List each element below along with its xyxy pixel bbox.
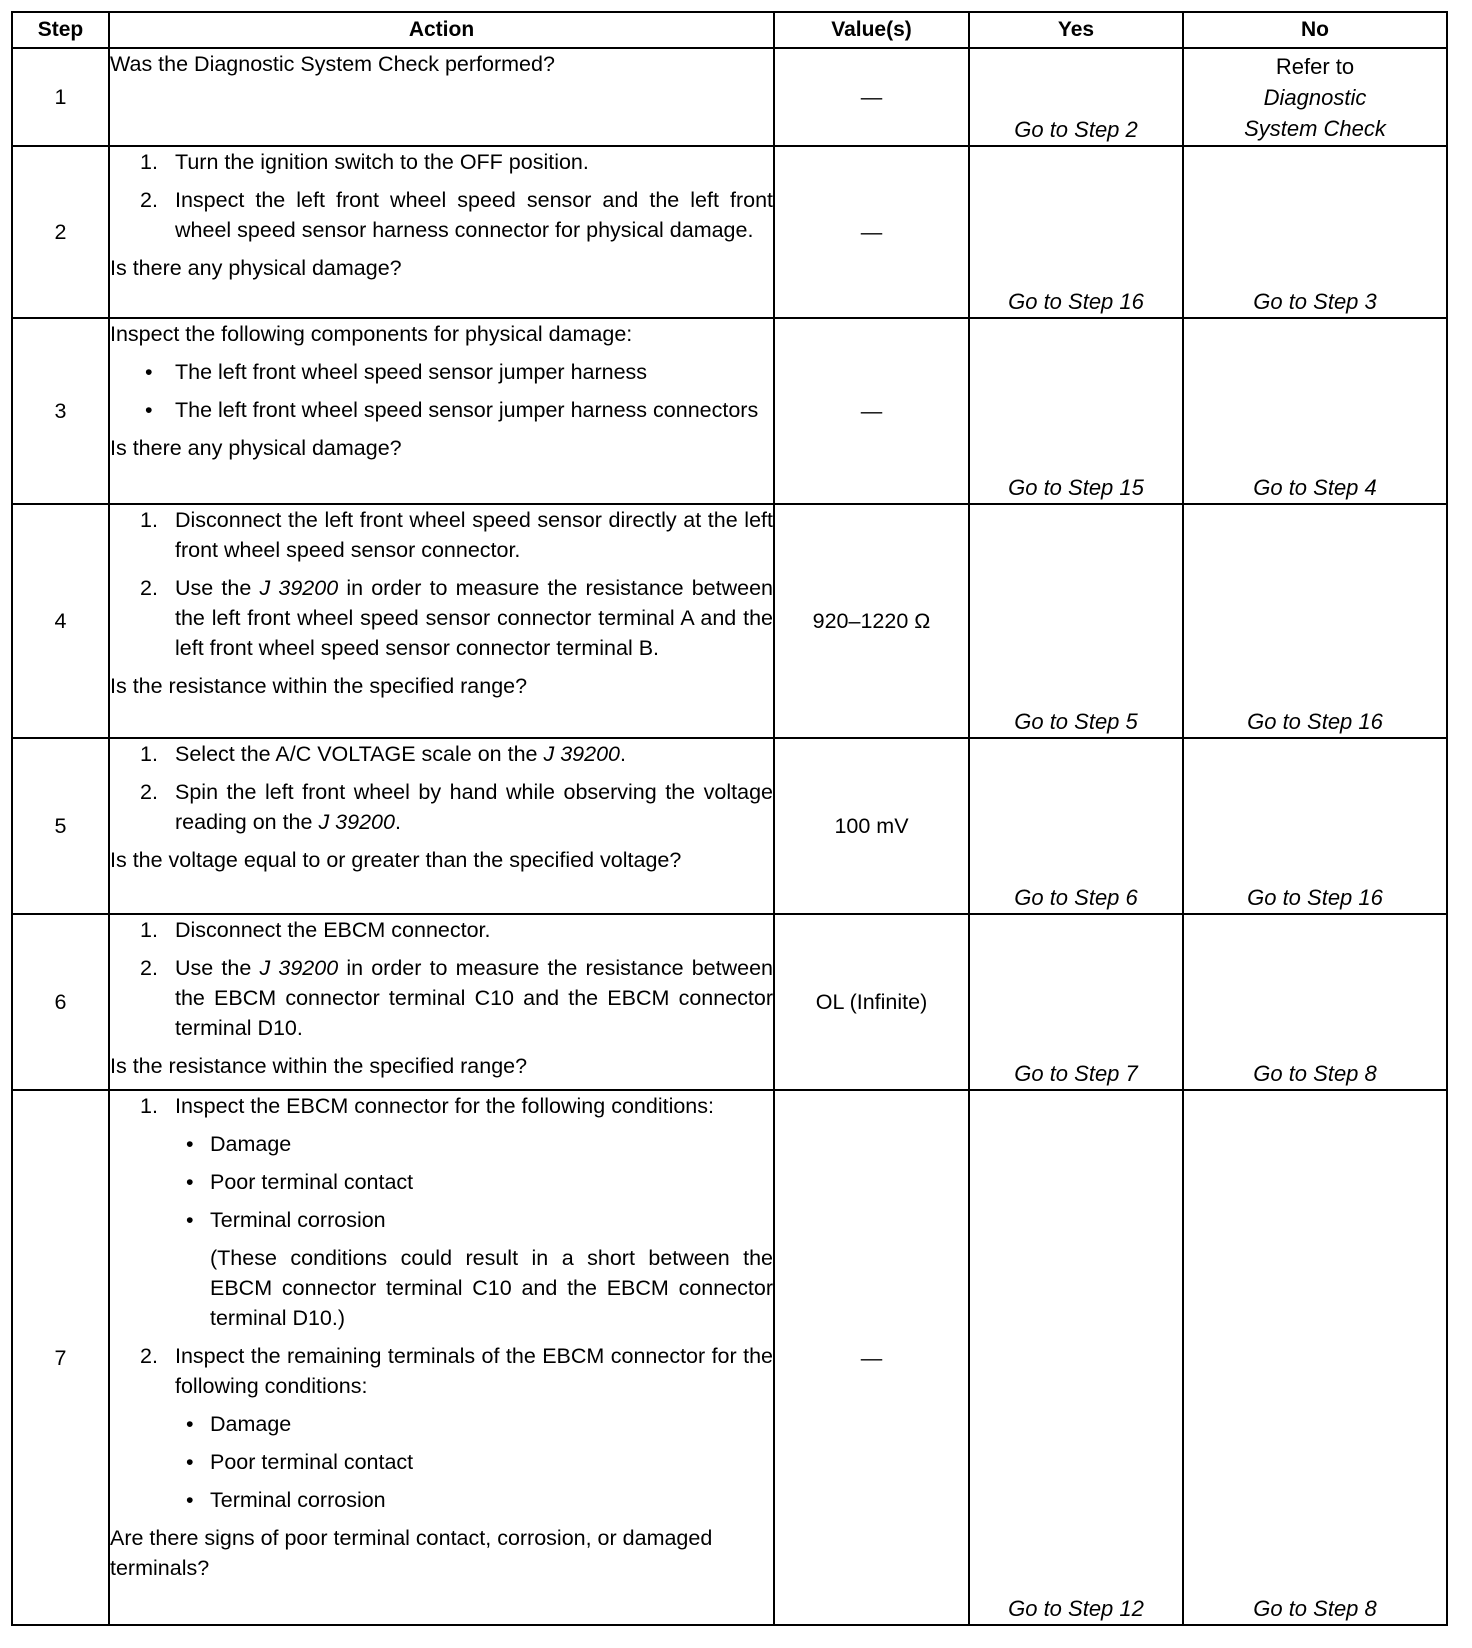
value-cell: 100 mV — [774, 738, 969, 914]
numbered-item — [110, 505, 773, 565]
bullet-icon: • — [186, 1488, 194, 1512]
table-row — [12, 504, 1447, 738]
action-cell — [109, 738, 774, 914]
action-cell — [109, 318, 774, 504]
table-row — [12, 318, 1447, 504]
refer-link-line: Diagnostic — [1263, 85, 1367, 110]
item-number: 2. — [140, 780, 158, 804]
yes-cell: Go to Step 6 — [969, 738, 1183, 914]
question: Is the voltage equal to or greater than the specified voltage? — [110, 848, 682, 872]
no-cell: Go to Step 16 — [1183, 738, 1447, 914]
yes-cell: Go to Step 12 — [969, 1090, 1183, 1625]
step-number: 7 — [12, 1090, 109, 1625]
header-no: No — [1183, 12, 1447, 48]
item-text: Disconnect the left front wheel speed sensor directly at the left front wheel speed sensor connector. — [175, 508, 773, 562]
step-number: 6 — [12, 914, 109, 1090]
item-text: in order to measure the resistance between the left front wheel speed sensor connector terminal A and the left front wheel speed sensor connector terminal B. — [175, 576, 773, 660]
bullet-icon: • — [145, 360, 153, 384]
refer-to-text: Refer to — [1275, 54, 1355, 79]
item-number: 2. — [140, 956, 158, 980]
action-cell — [109, 914, 774, 1090]
condition-item — [110, 1205, 773, 1235]
item-text: . — [620, 742, 626, 766]
item-number: 2. — [140, 188, 158, 212]
yes-cell: Go to Step 7 — [969, 914, 1183, 1090]
tool-name: J 39200 — [259, 956, 339, 980]
action-cell — [109, 48, 774, 146]
question: Is the resistance within the specified range? — [110, 674, 528, 698]
condition-item — [110, 1167, 773, 1197]
header-row — [12, 12, 1447, 48]
question: Was the Diagnostic System Check performed? — [110, 52, 555, 76]
question: Are there signs of poor terminal contact, corrosion, or damaged terminals? — [110, 1526, 713, 1580]
diagnostic-table — [11, 11, 1448, 1626]
question: Is there any physical damage? — [110, 256, 402, 280]
header-values: Value(s) — [774, 12, 969, 48]
item-number: 2. — [140, 576, 158, 600]
step-number: 3 — [12, 318, 109, 504]
note-text: (These conditions could result in a short between the EBCM connector terminal C10 and the EBCM connector terminal D10.) — [210, 1246, 773, 1330]
numbered-item — [110, 739, 773, 769]
item-text: Damage — [210, 1412, 292, 1436]
value-cell: — — [774, 318, 969, 504]
item-text: Select the A/C VOLTAGE scale on the — [175, 742, 544, 766]
question: Is there any physical damage? — [110, 436, 402, 460]
item-text: The left front wheel speed sensor jumper harness connectors — [175, 398, 759, 422]
step-number: 4 — [12, 504, 109, 738]
numbered-item — [110, 777, 773, 837]
intro-text: Inspect the following components for physical damage: — [110, 322, 633, 346]
bullet-icon: • — [186, 1450, 194, 1474]
no-cell: Go to Step 4 — [1183, 318, 1447, 504]
yes-cell: Go to Step 15 — [969, 318, 1183, 504]
tool-name: J 39200 — [259, 576, 339, 600]
item-number: 1. — [140, 1094, 158, 1118]
bullet-item — [110, 395, 773, 425]
item-text: The left front wheel speed sensor jumper harness — [175, 360, 648, 384]
yes-cell: Go to Step 2 — [969, 48, 1183, 146]
table-row — [12, 146, 1447, 318]
yes-cell: Go to Step 16 — [969, 146, 1183, 318]
item-text: Poor terminal contact — [210, 1450, 414, 1474]
action-cell — [109, 504, 774, 738]
numbered-item — [110, 915, 773, 945]
item-text: Terminal corrosion — [210, 1488, 386, 1512]
header-yes: Yes — [969, 12, 1183, 48]
action-cell — [109, 1090, 774, 1625]
numbered-item — [110, 573, 773, 663]
no-cell: Go to Step 8 — [1183, 1090, 1447, 1625]
item-text: Use the — [175, 956, 260, 980]
bullet-icon: • — [186, 1208, 194, 1232]
item-number: 1. — [140, 918, 158, 942]
item-text: Inspect the left front wheel speed sensor and the left front wheel speed sensor harness connector for physical damage. — [175, 188, 773, 242]
item-text: . — [394, 810, 401, 834]
tool-name: J 39200 — [318, 810, 395, 834]
condition-item — [110, 1447, 773, 1477]
item-text: Damage — [210, 1132, 292, 1156]
numbered-item — [110, 147, 773, 177]
no-cell: Go to Step 8 — [1183, 914, 1447, 1090]
question: Is the resistance within the specified range? — [110, 1054, 528, 1078]
bullet-icon: • — [145, 398, 153, 422]
value-cell: 920–1220 Ω — [774, 504, 969, 738]
step-number: 5 — [12, 738, 109, 914]
header-action: Action — [109, 12, 774, 48]
refer-link-line: System Check — [1244, 116, 1386, 141]
item-text: Spin the left front wheel by hand while observing the voltage reading on the — [175, 780, 773, 834]
item-text: in order to measure the resistance between the EBCM connector terminal C10 and the EBCM connector terminal D10. — [175, 956, 773, 1040]
item-text: Disconnect the EBCM connector. — [175, 918, 491, 942]
action-cell — [109, 146, 774, 318]
tool-name: J 39200 — [543, 742, 620, 766]
item-text: Terminal corrosion — [210, 1208, 386, 1232]
item-text: Inspect the remaining terminals of the EBCM connector for the following conditions: — [175, 1344, 773, 1398]
no-cell: Go to Step 3 — [1183, 146, 1447, 318]
step-number: 2 — [12, 146, 109, 318]
item-text: Turn the ignition switch to the OFF position. — [175, 150, 589, 174]
step-number: 1 — [12, 48, 109, 146]
item-number: 1. — [140, 742, 158, 766]
condition-item — [110, 1129, 773, 1159]
numbered-item — [110, 1091, 773, 1121]
item-number: 2. — [140, 1344, 158, 1368]
value-cell: OL (Infinite) — [774, 914, 969, 1090]
condition-item — [110, 1409, 773, 1439]
item-text: Poor terminal contact — [210, 1170, 414, 1194]
bullet-icon: • — [186, 1412, 194, 1436]
numbered-item — [110, 953, 773, 1043]
bullet-icon: • — [186, 1170, 194, 1194]
bullet-icon: • — [186, 1132, 194, 1156]
value-cell: — — [774, 146, 969, 318]
numbered-item — [110, 185, 773, 245]
numbered-item — [110, 1341, 773, 1401]
table-row — [12, 738, 1447, 914]
yes-cell: Go to Step 5 — [969, 504, 1183, 738]
value-cell: — — [774, 1090, 969, 1625]
no-cell: Go to Step 16 — [1183, 504, 1447, 738]
value-cell: — — [774, 48, 969, 146]
item-number: 1. — [140, 150, 158, 174]
table-row — [12, 914, 1447, 1090]
header-step: Step — [12, 12, 109, 48]
condition-item — [110, 1485, 773, 1515]
table-row — [12, 48, 1447, 146]
item-text: Use the — [175, 576, 260, 600]
table-row — [12, 1090, 1447, 1625]
item-text: Inspect the EBCM connector for the following conditions: — [175, 1094, 714, 1118]
bullet-item — [110, 357, 773, 387]
no-cell — [1183, 48, 1447, 146]
item-number: 1. — [140, 508, 158, 532]
